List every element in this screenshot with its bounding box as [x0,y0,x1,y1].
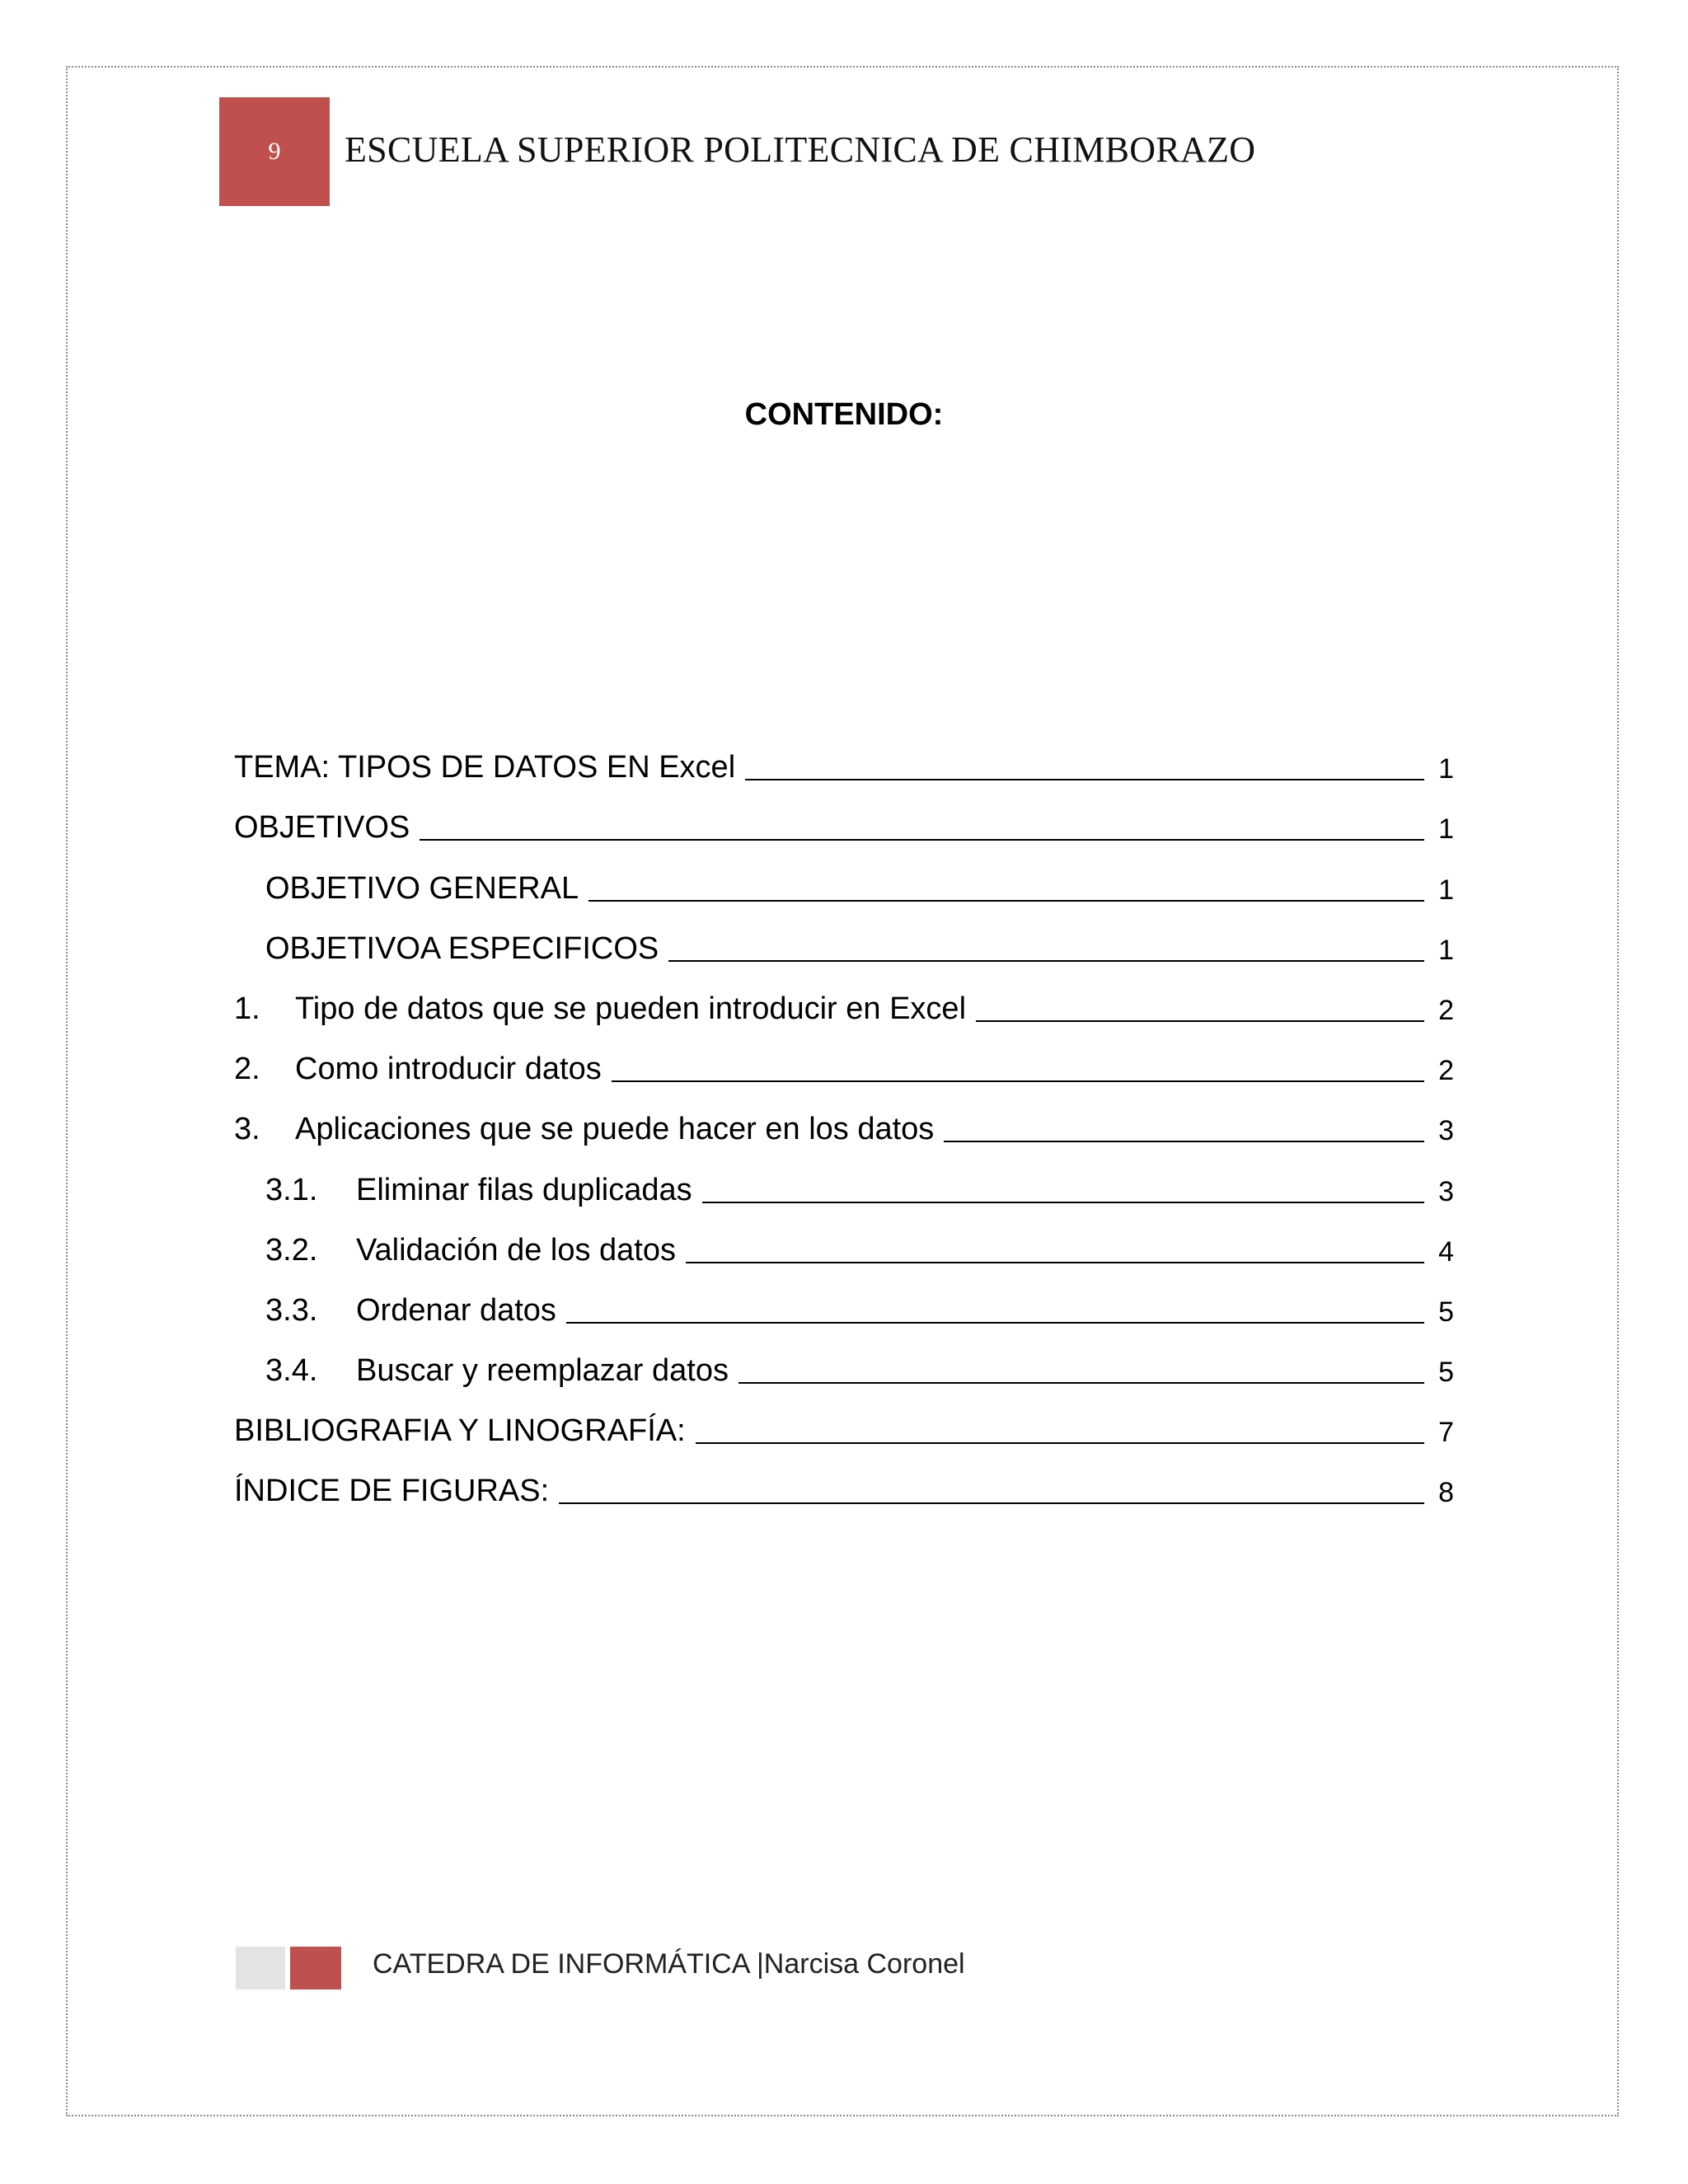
toc-entry-text [265,1233,1436,1275]
toc-entry-label: OBJETIVOA ESPECIFICOS [265,930,659,966]
footer-red-block [290,1947,341,1990]
toc-entry[interactable] [234,732,1454,792]
toc-entry-number: 2. [234,1052,260,1087]
page-number: 9 [268,138,281,165]
toc-page-number: 1 [1438,874,1454,906]
toc-entry-label: Como introducir datos [295,1052,602,1087]
toc-entry-text [265,1293,1436,1335]
toc-page-number: 2 [1438,994,1454,1026]
toc-page-number: 1 [1438,934,1454,966]
table-of-contents [234,732,1454,1516]
toc-leader-line [559,1502,1424,1504]
toc-entry-text [265,871,1436,913]
toc-entry[interactable] [234,913,1454,973]
toc-leader-line [976,1019,1424,1022]
toc-entry-text [265,1173,1436,1215]
toc-entry-label: BIBLIOGRAFIA Y LINOGRAFÍA: [234,1413,686,1449]
footer-text: CATEDRA DE INFORMÁTICA |Narcisa Coronel [373,1948,965,1980]
toc-entry-text [234,1112,1436,1154]
toc-page-number: 3 [1438,1115,1454,1147]
toc-leader-line [420,838,1424,841]
toc-entry-text [234,750,1436,792]
toc-entry-label: Ordenar datos [356,1292,556,1328]
toc-entry-text [234,1413,1436,1455]
toc-page-number: 1 [1438,753,1454,785]
toc-page-number: 3 [1438,1175,1454,1207]
toc-entry-label: OBJETIVO GENERAL [265,870,579,906]
toc-page-number: 5 [1438,1357,1454,1389]
toc-leader-line [686,1261,1424,1263]
toc-entry-number: 1. [234,991,260,1026]
toc-entry-label: ÍNDICE DE FIGURAS: [234,1474,550,1509]
header-title: ESCUELA SUPERIOR POLITECNICA DE CHIMBORAZO [345,129,1256,170]
page-number-badge [219,97,330,206]
footer-grey-block [236,1947,285,1990]
toc-entry-text [265,931,1436,973]
toc-entry[interactable] [234,1033,1454,1094]
toc-entry[interactable] [234,1335,1454,1395]
toc-leader-line [588,899,1424,902]
toc-entry-number: 3.3. [265,1292,318,1328]
toc-page-number: 2 [1438,1055,1454,1087]
toc-leader-line [745,778,1424,780]
toc-leader-line [702,1201,1424,1203]
toc-entry[interactable] [234,852,1454,912]
toc-leader-line [612,1080,1424,1082]
toc-page-number: 4 [1438,1235,1454,1268]
toc-entry-label: Validación de los datos [356,1232,676,1268]
toc-entry[interactable] [234,792,1454,852]
toc-entry-number: 3.4. [265,1353,318,1389]
toc-entry-label: Eliminar filas duplicadas [356,1172,692,1207]
toc-entry-label: Tipo de datos que se pueden introducir en Excel [295,991,967,1026]
toc-entry-number: 3.2. [265,1232,318,1268]
toc-entry[interactable] [234,1215,1454,1275]
toc-entry-label: OBJETIVOS [234,810,410,846]
toc-entry-number: 3.1. [265,1172,318,1207]
toc-entry[interactable] [234,1275,1454,1335]
toc-entry[interactable] [234,973,1454,1033]
toc-page-number: 7 [1438,1417,1454,1449]
toc-leader-line [696,1441,1424,1444]
toc-leader-line [944,1140,1424,1142]
toc-page-number: 8 [1438,1477,1454,1509]
contents-heading: CONTENIDO: [744,397,944,432]
toc-entry-label: TEMA: TIPOS DE DATOS EN Excel [234,750,736,785]
toc-entry[interactable] [234,1395,1454,1455]
toc-entry[interactable] [234,1154,1454,1214]
toc-entry-text [234,1474,1436,1516]
toc-entry[interactable] [234,1094,1454,1154]
toc-entry-text [234,991,1436,1033]
toc-leader-line [738,1381,1424,1384]
toc-entry-label: Aplicaciones que se puede hacer en los datos [295,1112,935,1147]
toc-entry-number: 3. [234,1112,260,1147]
toc-page-number: 1 [1438,813,1454,846]
toc-entry-label: Buscar y reemplazar datos [356,1353,729,1389]
toc-entry-text [234,810,1436,852]
toc-entry[interactable] [234,1455,1454,1516]
toc-entry-text [234,1052,1436,1094]
toc-entry-text [265,1353,1436,1395]
toc-leader-line [668,959,1424,962]
toc-leader-line [566,1321,1424,1324]
toc-page-number: 5 [1438,1296,1454,1328]
